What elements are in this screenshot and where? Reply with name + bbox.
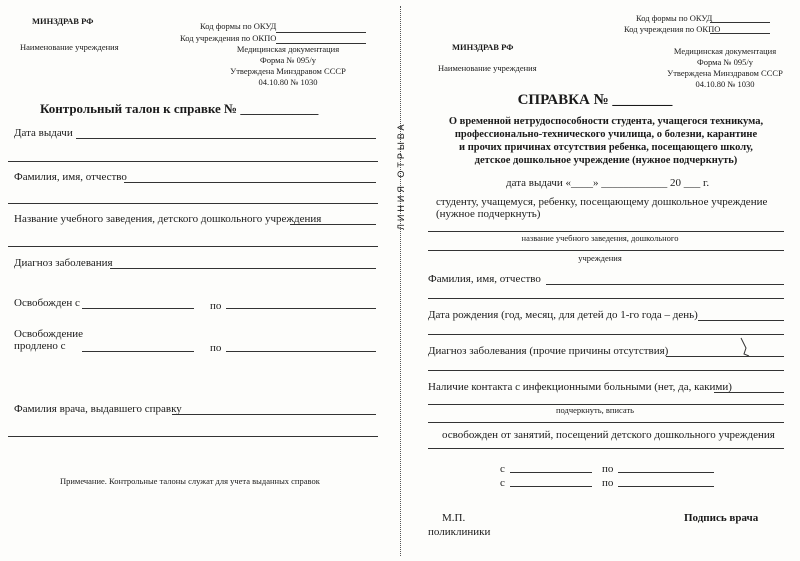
stub-released-to-field[interactable] [226, 308, 376, 309]
certificate-line [428, 334, 784, 335]
certificate-line [428, 370, 784, 371]
certificate-contact-field[interactable] [714, 392, 784, 393]
certificate-dob-label: Дата рождения (год, месяц, для детей до 1-го года – день) [428, 309, 698, 321]
left-form-no: Форма № 095/у [260, 55, 316, 65]
stub-title: Контрольный талон к справке № ____________ [40, 101, 319, 116]
left-approved-date: 04.10.80 № 1030 [258, 77, 318, 87]
certificate-line [428, 448, 784, 449]
certificate-title: СПРАВКА № ________ [517, 92, 673, 108]
stub-doctor-field[interactable] [172, 414, 376, 415]
left-okpo-label: Код учреждения по ОКПО [180, 33, 277, 43]
certificate-from-label-2: с [500, 477, 505, 489]
certificate-subtitle-1: О временной нетрудоспособности студента, учащегося техникума, [448, 116, 764, 127]
right-okpo-field[interactable] [710, 33, 770, 34]
right-approved-date: 04.10.80 № 1030 [695, 79, 755, 89]
left-approved: Утверждена Минздравом СССР [230, 66, 346, 76]
left-institution-label: Наименование учреждения [20, 42, 119, 52]
stub-diagnosis-label: Диагноз заболевания [14, 257, 113, 269]
stub-note: Примечание. Контрольные талоны служат для учета выданных справок [60, 476, 320, 486]
certificate-diagnosis-field[interactable] [666, 356, 784, 357]
left-okud-label: Код формы по ОКУД [200, 21, 277, 31]
stub-to-label-2: по [210, 342, 222, 354]
certificate-to-label-1: по [602, 463, 614, 475]
stub-issue-date-field[interactable] [76, 138, 376, 139]
stub-diagnosis-field[interactable] [110, 268, 376, 269]
certificate-school-hint-2: учреждения [578, 253, 622, 263]
stub-school-label: Название учебного заведения, детского дошкольного учреждения [14, 213, 322, 225]
stub-line [8, 161, 378, 162]
certificate-contact-label: Наличие контакта с инфекционными больными (нет, да, какими) [428, 381, 732, 393]
stub-extension-label-1: Освобождение [14, 328, 84, 340]
certificate-from-field-1[interactable] [510, 472, 592, 473]
pen-mark-path [741, 338, 749, 356]
stub-extension-to-field[interactable] [226, 351, 376, 352]
stub-line [8, 436, 378, 437]
right-med-doc: Медицинская документация [673, 46, 777, 56]
certificate-stamp-2: поликлиники [428, 526, 491, 538]
cut-line [400, 6, 401, 556]
right-institution-label: Наименование учреждения [438, 63, 537, 73]
right-ministry: МИНЗДРАВ РФ [452, 42, 514, 52]
stub-extension-label-2: продлено с [14, 340, 66, 352]
certificate-contact-hint: подчеркнуть, вписать [555, 405, 635, 415]
certificate-subtitle-3: и прочих причинах отсутствия ребенка, посещающего школу, [459, 142, 753, 153]
certificate-released: освобожден от занятий, посещений детского дошкольного учреждения [442, 429, 775, 441]
certificate-to-label-2: по [602, 477, 614, 489]
certificate-from-label-1: с [500, 463, 505, 475]
right-okud-label: Код формы по ОКУД [636, 13, 713, 23]
stub-fio-field[interactable] [124, 182, 376, 183]
right-okpo-label: Код учреждения по ОКПО [624, 24, 721, 34]
certificate-line [428, 298, 784, 299]
right-okud-field[interactable] [710, 22, 770, 23]
certificate-diagnosis-label: Диагноз заболевания (прочие причины отсутствия) [428, 345, 669, 357]
stub-issue-date-label: Дата выдачи [14, 127, 73, 139]
certificate-to-field-1[interactable] [618, 472, 714, 473]
stub-doctor-label: Фамилия врача, выдавшего справку [14, 403, 182, 415]
left-med-doc: Медицинская документация [236, 44, 340, 54]
certificate-school-hint-1: название учебного заведения, дошкольного [521, 233, 679, 243]
pen-mark-icon [738, 336, 752, 358]
stub-fio-label: Фамилия, имя, отчество [14, 171, 127, 183]
certificate-line [428, 250, 784, 251]
left-okud-field[interactable] [276, 32, 366, 33]
right-approved: Утверждена Минздравом СССР [667, 68, 783, 78]
left-ministry: МИНЗДРАВ РФ [32, 16, 94, 26]
certificate-fio-field[interactable] [546, 284, 784, 285]
certificate-subtitle-2: профессионально-технического училища, о болезни, карантине [454, 129, 758, 140]
certificate-signature-label: Подпись врача [684, 512, 759, 524]
right-form-no: Форма № 095/у [697, 57, 753, 67]
certificate-fio-label: Фамилия, имя, отчество [428, 273, 541, 285]
certificate-from-field-2[interactable] [510, 486, 592, 487]
stub-released-from-field[interactable] [82, 308, 194, 309]
stub-school-field[interactable] [290, 224, 376, 225]
certificate-dob-field[interactable] [698, 320, 784, 321]
certificate-stamp-1: М.П. [442, 512, 466, 524]
certificate-to-field-2[interactable] [618, 486, 714, 487]
certificate-line [428, 422, 784, 423]
stub-extension-from-field[interactable] [82, 351, 194, 352]
cut-line-label: ЛИНИЯ ОТРЫВА [396, 121, 406, 230]
stub-released-label: Освобожден с [14, 297, 80, 309]
certificate-student-2: (нужное подчеркнуть) [436, 208, 541, 220]
stub-line [8, 246, 378, 247]
certificate-school-field[interactable] [428, 231, 784, 232]
certificate-student-1: студенту, учащемуся, ребенку, посещающему дошкольное учреждение [436, 196, 768, 208]
certificate-issue-date[interactable]: дата выдачи «____» ____________ 20 ___ г. [506, 177, 710, 189]
stub-to-label: по [210, 300, 222, 312]
certificate-subtitle-4: детское дошкольное учреждение (нужное подчеркнуть) [474, 155, 738, 166]
stub-line [8, 203, 378, 204]
